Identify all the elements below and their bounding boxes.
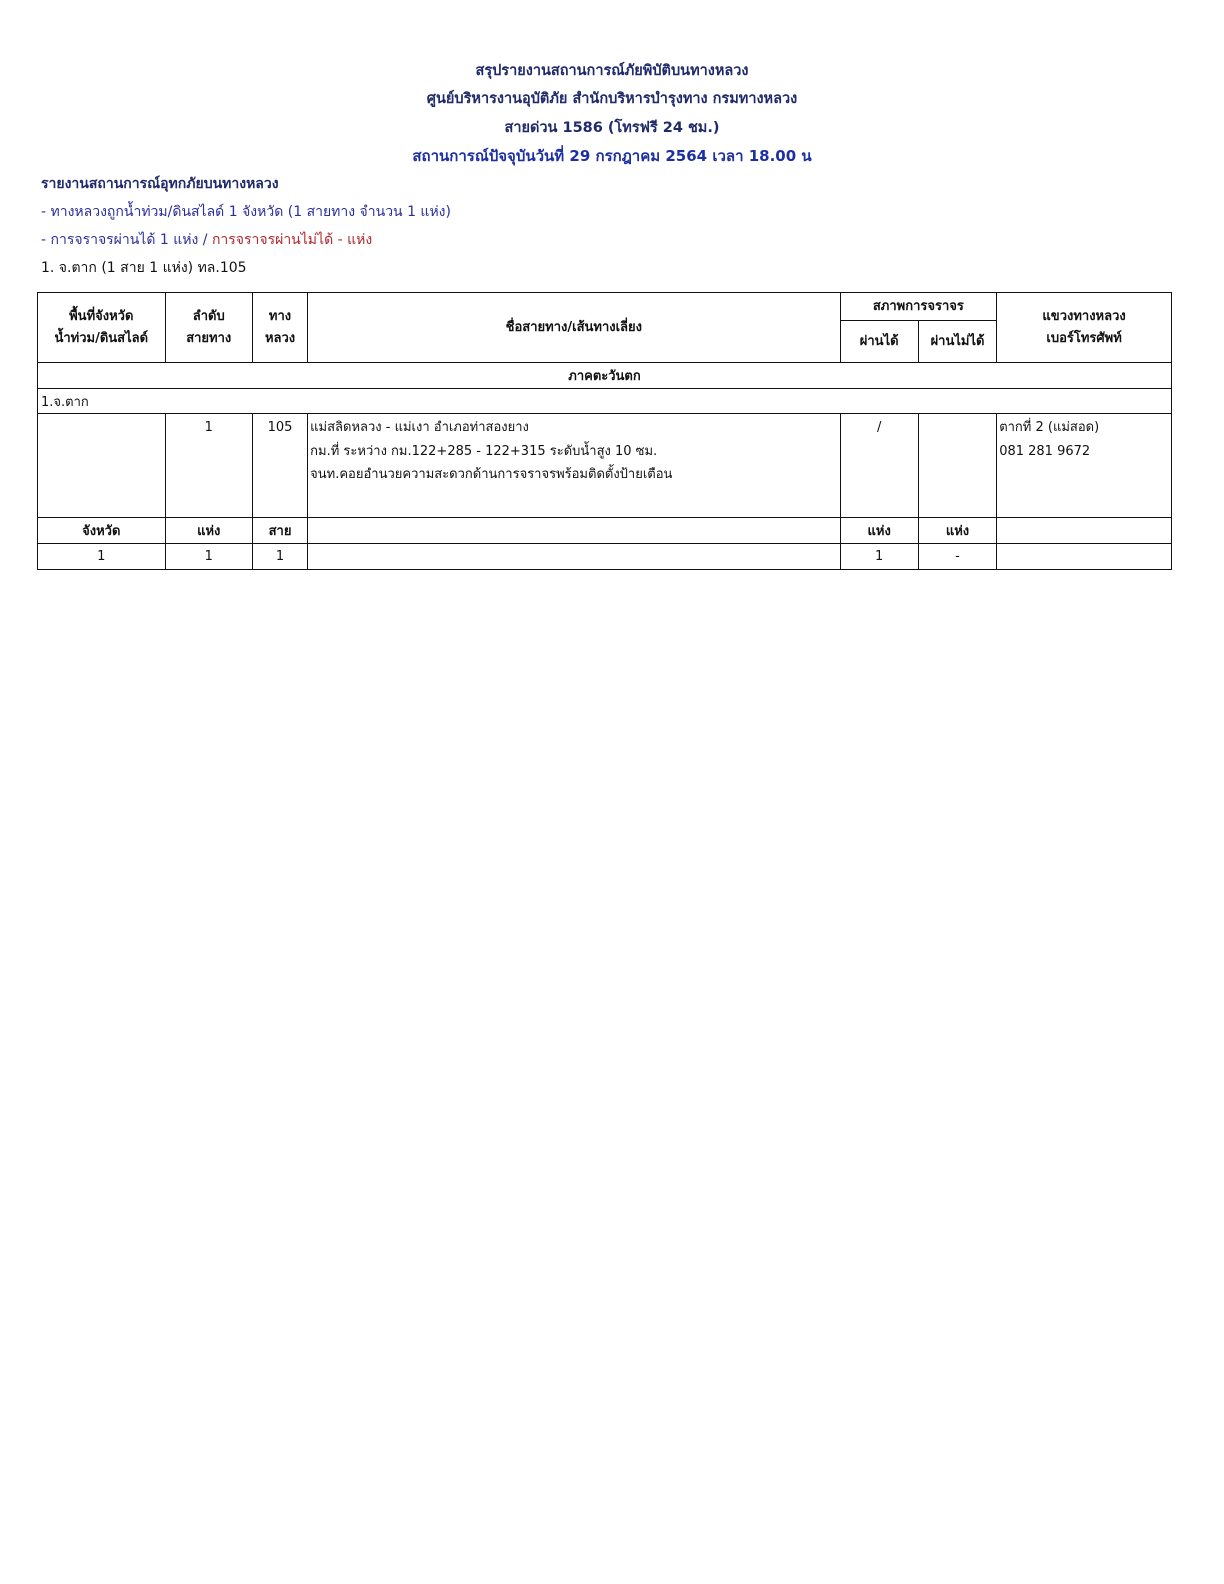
summary-province-line: 1. จ.ตาก (1 สาย 1 แห่ง) ทล.105 (41, 260, 247, 276)
totals-header-blank (308, 518, 840, 544)
totals-header-pass: แห่ง (840, 518, 918, 544)
col-header-district: แขวงทางหลวง เบอร์โทรศัพท์ (997, 293, 1172, 363)
col-header-road: ทาง หลวง (252, 293, 307, 363)
total-blank (308, 544, 840, 570)
route-km-line: กม.ที่ ระหว่าง กม.122+285 - 122+315 ระดับน้ำสูง 10 ซม. (310, 443, 658, 459)
total-nopass: - (918, 544, 996, 570)
table-row (38, 414, 1172, 518)
hotline-text: สายด่วน 1586 (โทรฟรี 24 ชม.) (504, 120, 720, 136)
total-pass: 1 (840, 544, 918, 570)
totals-header-blank2 (997, 518, 1172, 544)
total-places: 1 (165, 544, 252, 570)
cell-seq: 1 (165, 414, 252, 518)
flood-report-table (37, 292, 1172, 570)
district-name: ตากที่ 2 (แม่สอด) (999, 420, 1100, 435)
total-routes: 1 (252, 544, 307, 570)
route-note-line: จนท.คอยอำนวยความสะดวกด้านการจราจรพร้อมติดตั้งป้ายเตือน (310, 467, 673, 482)
cell-passable: / (840, 414, 918, 518)
summary-heading: รายงานสถานการณ์อุทกภัยบนทางหลวง (41, 176, 279, 192)
totals-header-nopass: แห่ง (918, 518, 996, 544)
route-name-line: แม่สลิดหลวง - แม่เงา อำเภอท่าสองยาง (310, 420, 529, 435)
summary-passable: - การจราจรผ่านได้ 1 แห่ง / (41, 232, 212, 248)
report-title: สรุปรายงานสถานการณ์ภัยพิบัติบนทางหลวง (475, 63, 749, 79)
col-header-route-name: ชื่อสายทาง/เส้นทางเลี่ยง (308, 293, 840, 363)
cell-area (38, 414, 166, 518)
province-row: 1.จ.ตาก (38, 389, 1172, 414)
region-row: ภาคตะวันตก (38, 363, 1172, 389)
organization-name: ศูนย์บริหารงานอุบัติภัย สำนักบริหารบำรุงทาง กรมทางหลวง (426, 91, 798, 107)
cell-impassable (918, 414, 996, 518)
summary-traffic (41, 229, 372, 251)
district-phone: 081 281 9672 (999, 443, 1091, 459)
summary-impassable: การจราจรผ่านไม่ได้ - แห่ง (211, 232, 373, 248)
total-blank2 (997, 544, 1172, 570)
cell-district (997, 414, 1172, 518)
totals-header-places: แห่ง (165, 518, 252, 544)
totals-header-row (38, 518, 1172, 544)
totals-row (38, 544, 1172, 570)
totals-header-province: จังหวัด (38, 518, 166, 544)
total-province: 1 (38, 544, 166, 570)
col-header-passable: ผ่านได้ (840, 321, 918, 363)
col-header-area: พื้นที่จังหวัด น้ำท่วม/ดินสไลด์ (38, 293, 166, 363)
status-datetime: สถานการณ์ปัจจุบันวันที่ 29 กรกฎาคม 2564 เวลา 18.00 น (412, 147, 812, 165)
col-header-traffic: สภาพการจราจร (840, 293, 997, 321)
col-header-seq: ลำดับ สายทาง (165, 293, 252, 363)
cell-route-name (308, 414, 840, 518)
summary-flooded: - ทางหลวงถูกน้ำท่วม/ดินสไลด์ 1 จังหวัด (1 สายทาง จำนวน 1 แห่ง) (41, 204, 451, 220)
totals-header-routes: สาย (252, 518, 307, 544)
col-header-impassable: ผ่านไม่ได้ (918, 321, 996, 363)
cell-road: 105 (252, 414, 307, 518)
